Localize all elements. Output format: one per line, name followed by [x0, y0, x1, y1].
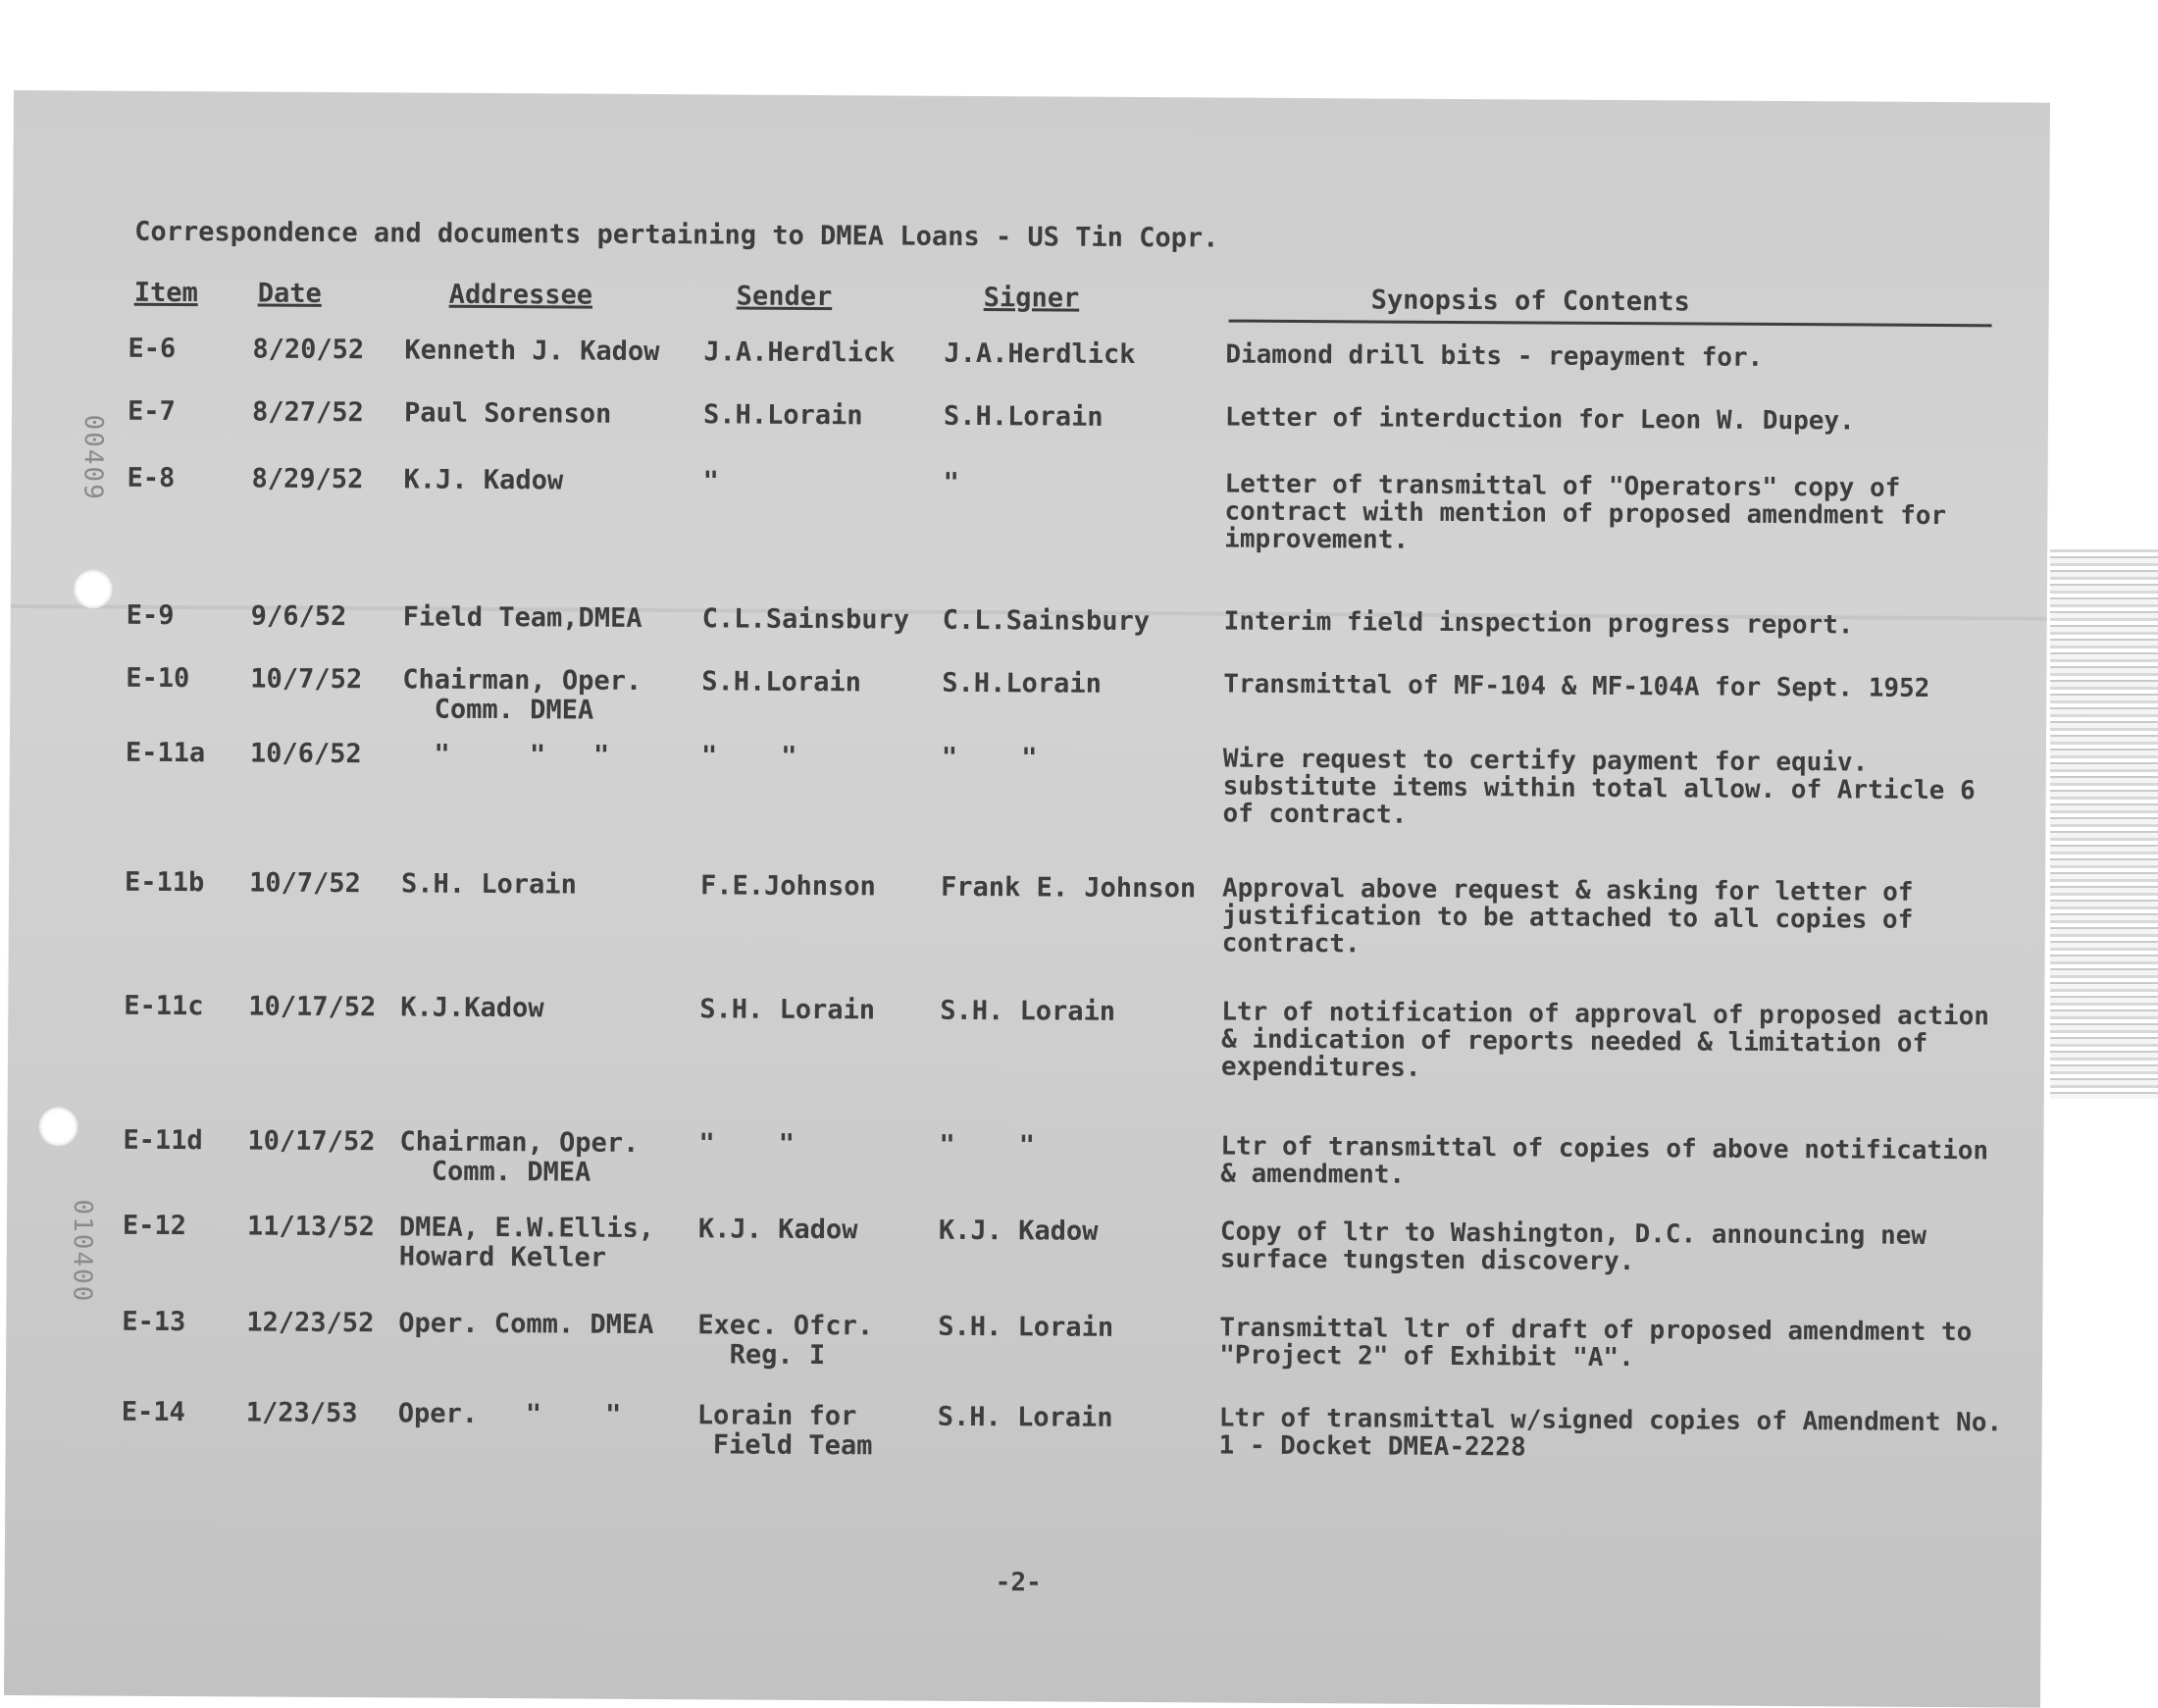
punch-hole-lower: [38, 1107, 77, 1146]
sender-cell: Lorain for Field Team: [696, 1400, 873, 1462]
signer-cell: S.H.Lorain: [942, 667, 1102, 699]
page-number: -2-: [995, 1568, 1042, 1598]
addressee-cell: Paul Sorenson: [403, 397, 612, 430]
signer-cell: S.H. Lorain: [940, 995, 1116, 1027]
table-row: [6, 1396, 2042, 1463]
item-cell: E-11d: [123, 1124, 203, 1157]
item-cell: E-11c: [124, 990, 204, 1022]
date-cell: 10/6/52: [249, 738, 362, 770]
date-cell: 8/27/52: [251, 396, 364, 429]
table-row: [12, 333, 2048, 373]
table-row: [12, 462, 2048, 555]
table-row: [6, 1306, 2042, 1373]
item-cell: E-12: [122, 1210, 187, 1242]
table-row: [10, 737, 2046, 830]
date-cell: 10/17/52: [247, 1125, 376, 1158]
stamp-number-lower: 010400: [67, 1199, 98, 1304]
column-header-item: Item: [133, 277, 198, 309]
column-header-date: Date: [257, 278, 322, 309]
signer-cell: S.H. Lorain: [938, 1311, 1114, 1343]
synopsis-cell: Ltr of transmittal w/signed copies of Amendment No. 1 - Docket DMEA-2228: [1218, 1403, 2003, 1463]
stamp-number-upper: 00409: [77, 414, 108, 501]
column-header-synopsis: Synopsis of Contents: [1370, 285, 1690, 318]
date-cell: 9/6/52: [250, 600, 347, 633]
scan-streaks: [2050, 549, 2158, 1099]
date-cell: 1/23/53: [245, 1397, 358, 1429]
signer-cell: S.H.Lorain: [943, 400, 1104, 433]
synopsis-cell: Diamond drill bits - repayment for.: [1225, 339, 1764, 373]
sender-cell: J.A.Herdlick: [703, 336, 896, 369]
table-row: [10, 662, 2046, 726]
date-cell: 11/13/52: [246, 1211, 376, 1243]
item-cell: E-11b: [124, 866, 205, 899]
addressee-cell: Oper. " ": [397, 1398, 622, 1430]
synopsis-cell: Letter of transmittal of "Operators" copy of contract with mention of proposed amendment for improvement.: [1224, 469, 1947, 555]
synopsis-cell: Approval above request & asking for letter of justification to be attached to all copies of contract.: [1221, 873, 1914, 959]
table-row: [8, 1124, 2044, 1190]
sender-cell: S.H.Lorain: [702, 399, 863, 432]
synopsis-cell: Interim field inspection progress report.: [1223, 606, 1854, 641]
table-row: [11, 599, 2047, 641]
signer-cell: C.L.Sainsbury: [942, 604, 1151, 638]
document-heading: Correspondence and documents pertaining to DMEA Loans - US Tin Copr.: [134, 216, 1219, 254]
sender-cell: Exec. Ofcr. Reg. I: [697, 1310, 874, 1372]
item-cell: E-10: [126, 662, 190, 695]
punch-hole-upper: [74, 569, 113, 608]
column-header-addressee: Addressee: [448, 279, 593, 311]
item-cell: E-13: [122, 1306, 186, 1338]
synopsis-cell: Transmittal ltr of draft of proposed amendment to "Project 2" of Exhibit "A".: [1219, 1313, 1973, 1373]
signer-cell: K.J. Kadow: [938, 1215, 1099, 1247]
addressee-cell: Chairman, Oper. Comm. DMEA: [399, 1126, 640, 1188]
date-cell: 12/23/52: [246, 1307, 375, 1339]
column-header-sender: Sender: [736, 281, 833, 313]
synopsis-cell: Ltr of notification of approval of proposed action & indication of reports needed & limitation of expenditures.: [1220, 997, 1990, 1083]
item-cell: E-14: [121, 1396, 185, 1428]
document-page: [4, 90, 2050, 1708]
date-cell: 10/7/52: [248, 867, 361, 900]
sender-cell: S.H.Lorain: [701, 666, 861, 699]
sender-cell: S.H. Lorain: [699, 994, 876, 1026]
addressee-cell: " " ": [401, 739, 610, 771]
synopsis-cell: Copy of ltr to Washington, D.C. announcing new surface tungsten discovery.: [1219, 1216, 1927, 1277]
sender-cell: " ": [700, 741, 797, 772]
signer-cell: S.H. Lorain: [937, 1401, 1113, 1433]
sender-cell: K.J. Kadow: [697, 1214, 858, 1246]
item-cell: E-8: [127, 462, 176, 494]
date-cell: 8/29/52: [251, 463, 364, 495]
addressee-cell: S.H. Lorain: [400, 868, 577, 901]
synopsis-cell: Wire request to certify payment for equiv. substitute items within total allow. of Article 6 of contract.: [1222, 744, 1976, 830]
addressee-cell: Field Team,DMEA: [402, 601, 642, 634]
signer-cell: " ": [939, 1129, 1036, 1162]
table-row: [12, 395, 2048, 437]
signer-cell: Frank E. Johnson: [940, 871, 1197, 905]
date-cell: 10/7/52: [250, 663, 363, 696]
signer-cell: ": [943, 467, 959, 498]
signer-cell: J.A.Herdlick: [944, 337, 1136, 370]
sender-cell: ": [702, 466, 719, 497]
date-cell: 10/17/52: [248, 991, 377, 1023]
table-row: [9, 866, 2045, 959]
synopsis-cell: Ltr of transmittal of copies of above notification & amendment.: [1220, 1131, 1989, 1190]
synopsis-cell: Letter of interduction for Leon W. Dupey.: [1224, 402, 1855, 437]
item-cell: E-6: [128, 333, 177, 365]
table-row: [8, 990, 2044, 1083]
date-cell: 8/20/52: [252, 334, 365, 366]
synopsis-cell: Transmittal of MF-104 & MF-104A for Sept. 1952: [1223, 669, 1930, 703]
addressee-cell: Oper. Comm. DMEA: [398, 1308, 654, 1341]
signer-cell: " ": [941, 742, 1038, 774]
item-cell: E-7: [127, 395, 176, 428]
item-cell: E-9: [126, 599, 175, 632]
sender-cell: " ": [698, 1128, 796, 1160]
addressee-cell: K.J.Kadow: [400, 992, 544, 1024]
item-cell: E-11a: [125, 737, 206, 769]
addressee-cell: Kenneth J. Kadow: [404, 335, 660, 368]
synopsis-header-rule: [1229, 320, 1992, 328]
addressee-cell: K.J. Kadow: [403, 464, 564, 496]
column-header-signer: Signer: [983, 283, 1080, 314]
sender-cell: F.E.Johnson: [699, 870, 876, 903]
addressee-cell: Chairman, Oper. Comm. DMEA: [402, 664, 642, 726]
sender-cell: C.L.Sainsbury: [701, 603, 910, 636]
addressee-cell: DMEA, E.W.Ellis, Howard Keller: [398, 1212, 655, 1273]
